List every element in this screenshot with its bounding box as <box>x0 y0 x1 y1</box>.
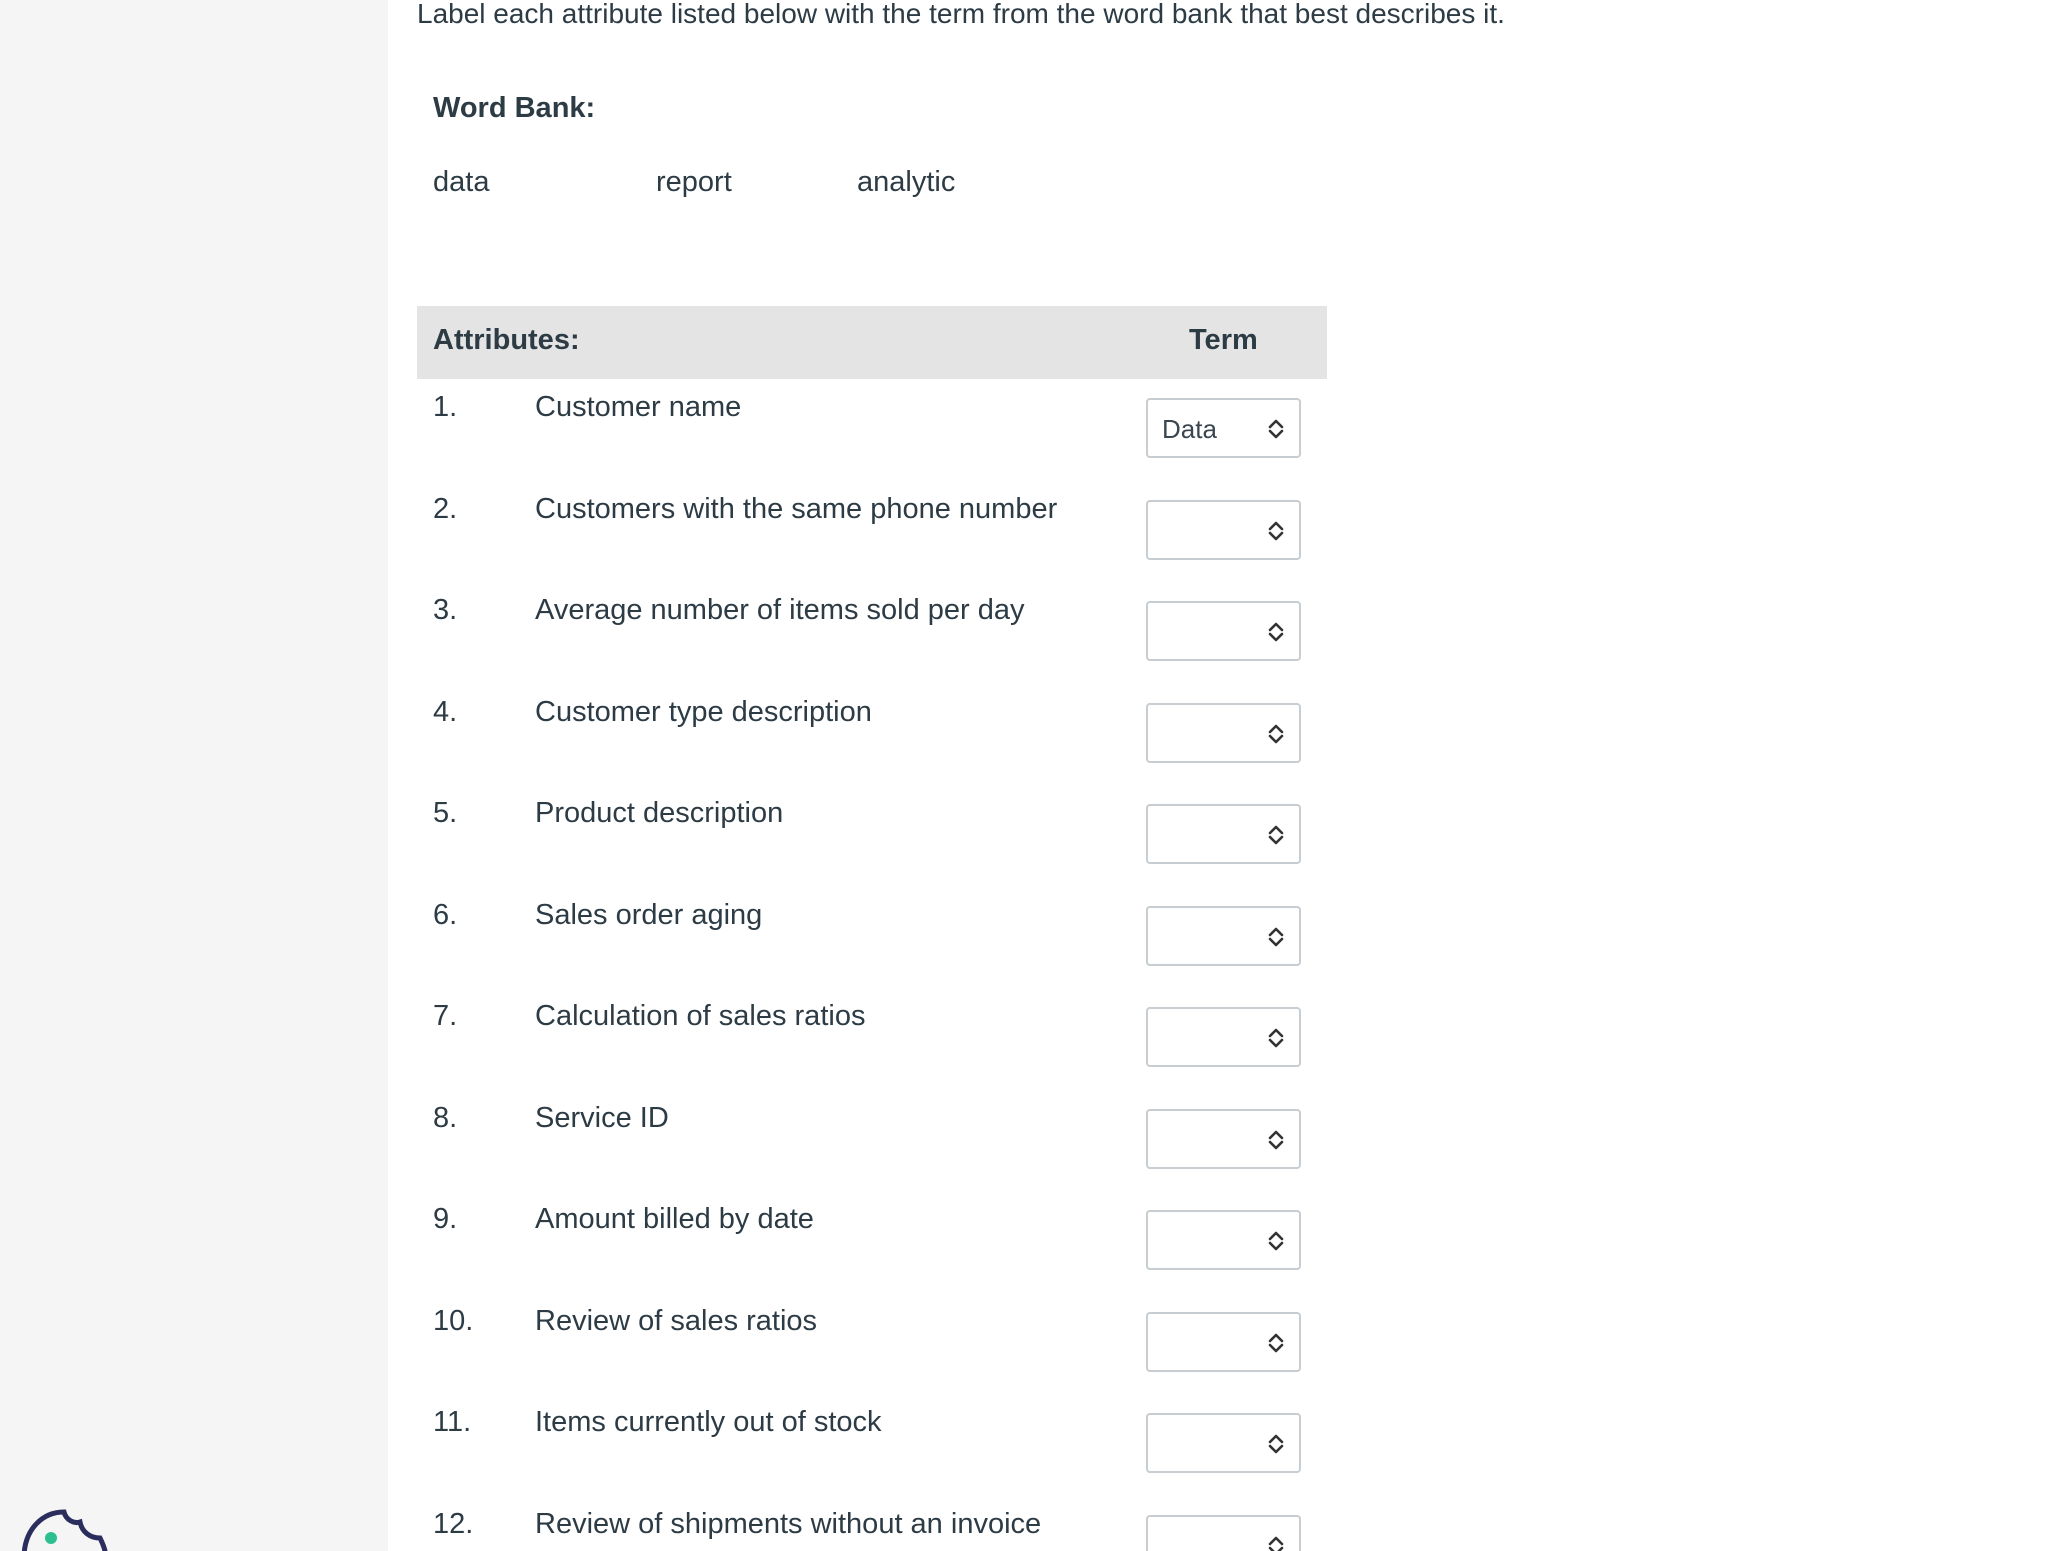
row-number: 2. <box>433 492 458 525</box>
attribute-label: Customer name <box>535 391 742 423</box>
attribute-label: Average number of items sold per day <box>535 594 1025 626</box>
row-number: 7. <box>433 1000 458 1032</box>
term-select[interactable] <box>1146 804 1301 864</box>
term-select[interactable] <box>1146 398 1301 458</box>
attribute-label: Sales order aging <box>535 898 763 931</box>
term-select-value: Data <box>1162 414 1217 444</box>
term-select[interactable] <box>1146 601 1301 661</box>
term-select[interactable] <box>1146 1312 1301 1372</box>
term-select[interactable] <box>1146 1007 1301 1067</box>
chevron-up-down-icon <box>1265 1228 1287 1254</box>
term-select[interactable] <box>1146 703 1301 763</box>
table-body <box>417 379 1327 1551</box>
term-select[interactable] <box>1146 1413 1301 1473</box>
table-row <box>417 582 1327 684</box>
term-select[interactable] <box>1146 906 1301 966</box>
chevron-up-down-icon <box>1265 924 1287 950</box>
chevron-up-down-icon <box>1265 518 1287 544</box>
table-row <box>417 1394 1327 1496</box>
table-row <box>417 887 1327 989</box>
term-select[interactable] <box>1146 1515 1301 1551</box>
chevron-up-down-icon <box>1265 619 1287 645</box>
table-row <box>417 379 1327 481</box>
attribute-label: Review of shipments without an invoice <box>535 1507 1042 1540</box>
attribute-label: Customer type description <box>535 695 872 728</box>
header-attributes: Attributes: <box>433 324 580 356</box>
table-row <box>417 1293 1327 1395</box>
word-bank-item: report <box>656 166 732 198</box>
chevron-up-down-icon <box>1265 1431 1287 1457</box>
term-select[interactable] <box>1146 500 1301 560</box>
attribute-label: Product description <box>535 797 784 829</box>
table-row <box>417 1191 1327 1293</box>
chevron-up-down-icon <box>1265 1533 1287 1551</box>
cookie-settings-button[interactable] <box>18 1500 108 1551</box>
cookie-icon <box>18 1500 108 1551</box>
row-number: 4. <box>433 695 458 728</box>
table-row <box>417 1496 1327 1551</box>
chevron-up-down-icon <box>1265 1025 1287 1051</box>
term-select[interactable] <box>1146 1210 1301 1270</box>
row-number: 5. <box>433 797 458 829</box>
attributes-table <box>417 306 1327 1551</box>
word-bank-list <box>433 166 1133 206</box>
row-number: 12. <box>433 1507 474 1540</box>
attribute-label: Items currently out of stock <box>535 1406 882 1438</box>
row-number: 3. <box>433 594 458 626</box>
term-select[interactable] <box>1146 1109 1301 1169</box>
attribute-label: Customers with the same phone number <box>535 492 1058 525</box>
attribute-label: Calculation of sales ratios <box>535 1000 866 1032</box>
row-number: 8. <box>433 1101 458 1134</box>
chevron-up-down-icon <box>1265 1127 1287 1153</box>
table-row <box>417 481 1327 583</box>
table-header <box>417 306 1327 379</box>
table-row <box>417 1090 1327 1192</box>
word-bank-item: analytic <box>857 166 956 198</box>
instructions-text: Label each attribute listed below with the term from the word bank that best describes it. <box>417 0 1505 29</box>
chevron-up-down-icon <box>1265 721 1287 747</box>
row-number: 1. <box>433 391 458 423</box>
row-number: 9. <box>433 1203 458 1235</box>
chevron-up-down-icon <box>1265 416 1287 442</box>
table-row <box>417 684 1327 786</box>
chevron-up-down-icon <box>1265 822 1287 848</box>
attribute-label: Review of sales ratios <box>535 1304 818 1337</box>
row-number: 11. <box>433 1406 472 1438</box>
word-bank-item: data <box>433 166 490 198</box>
attribute-label: Service ID <box>535 1101 669 1134</box>
header-term: Term <box>1189 324 1258 356</box>
word-bank-title: Word Bank: <box>433 92 596 124</box>
table-row <box>417 988 1327 1090</box>
left-gutter <box>0 0 388 1551</box>
table-row <box>417 785 1327 887</box>
chevron-up-down-icon <box>1265 1330 1287 1356</box>
row-number: 6. <box>433 898 458 931</box>
attribute-label: Amount billed by date <box>535 1203 814 1235</box>
row-number: 10. <box>433 1304 474 1337</box>
